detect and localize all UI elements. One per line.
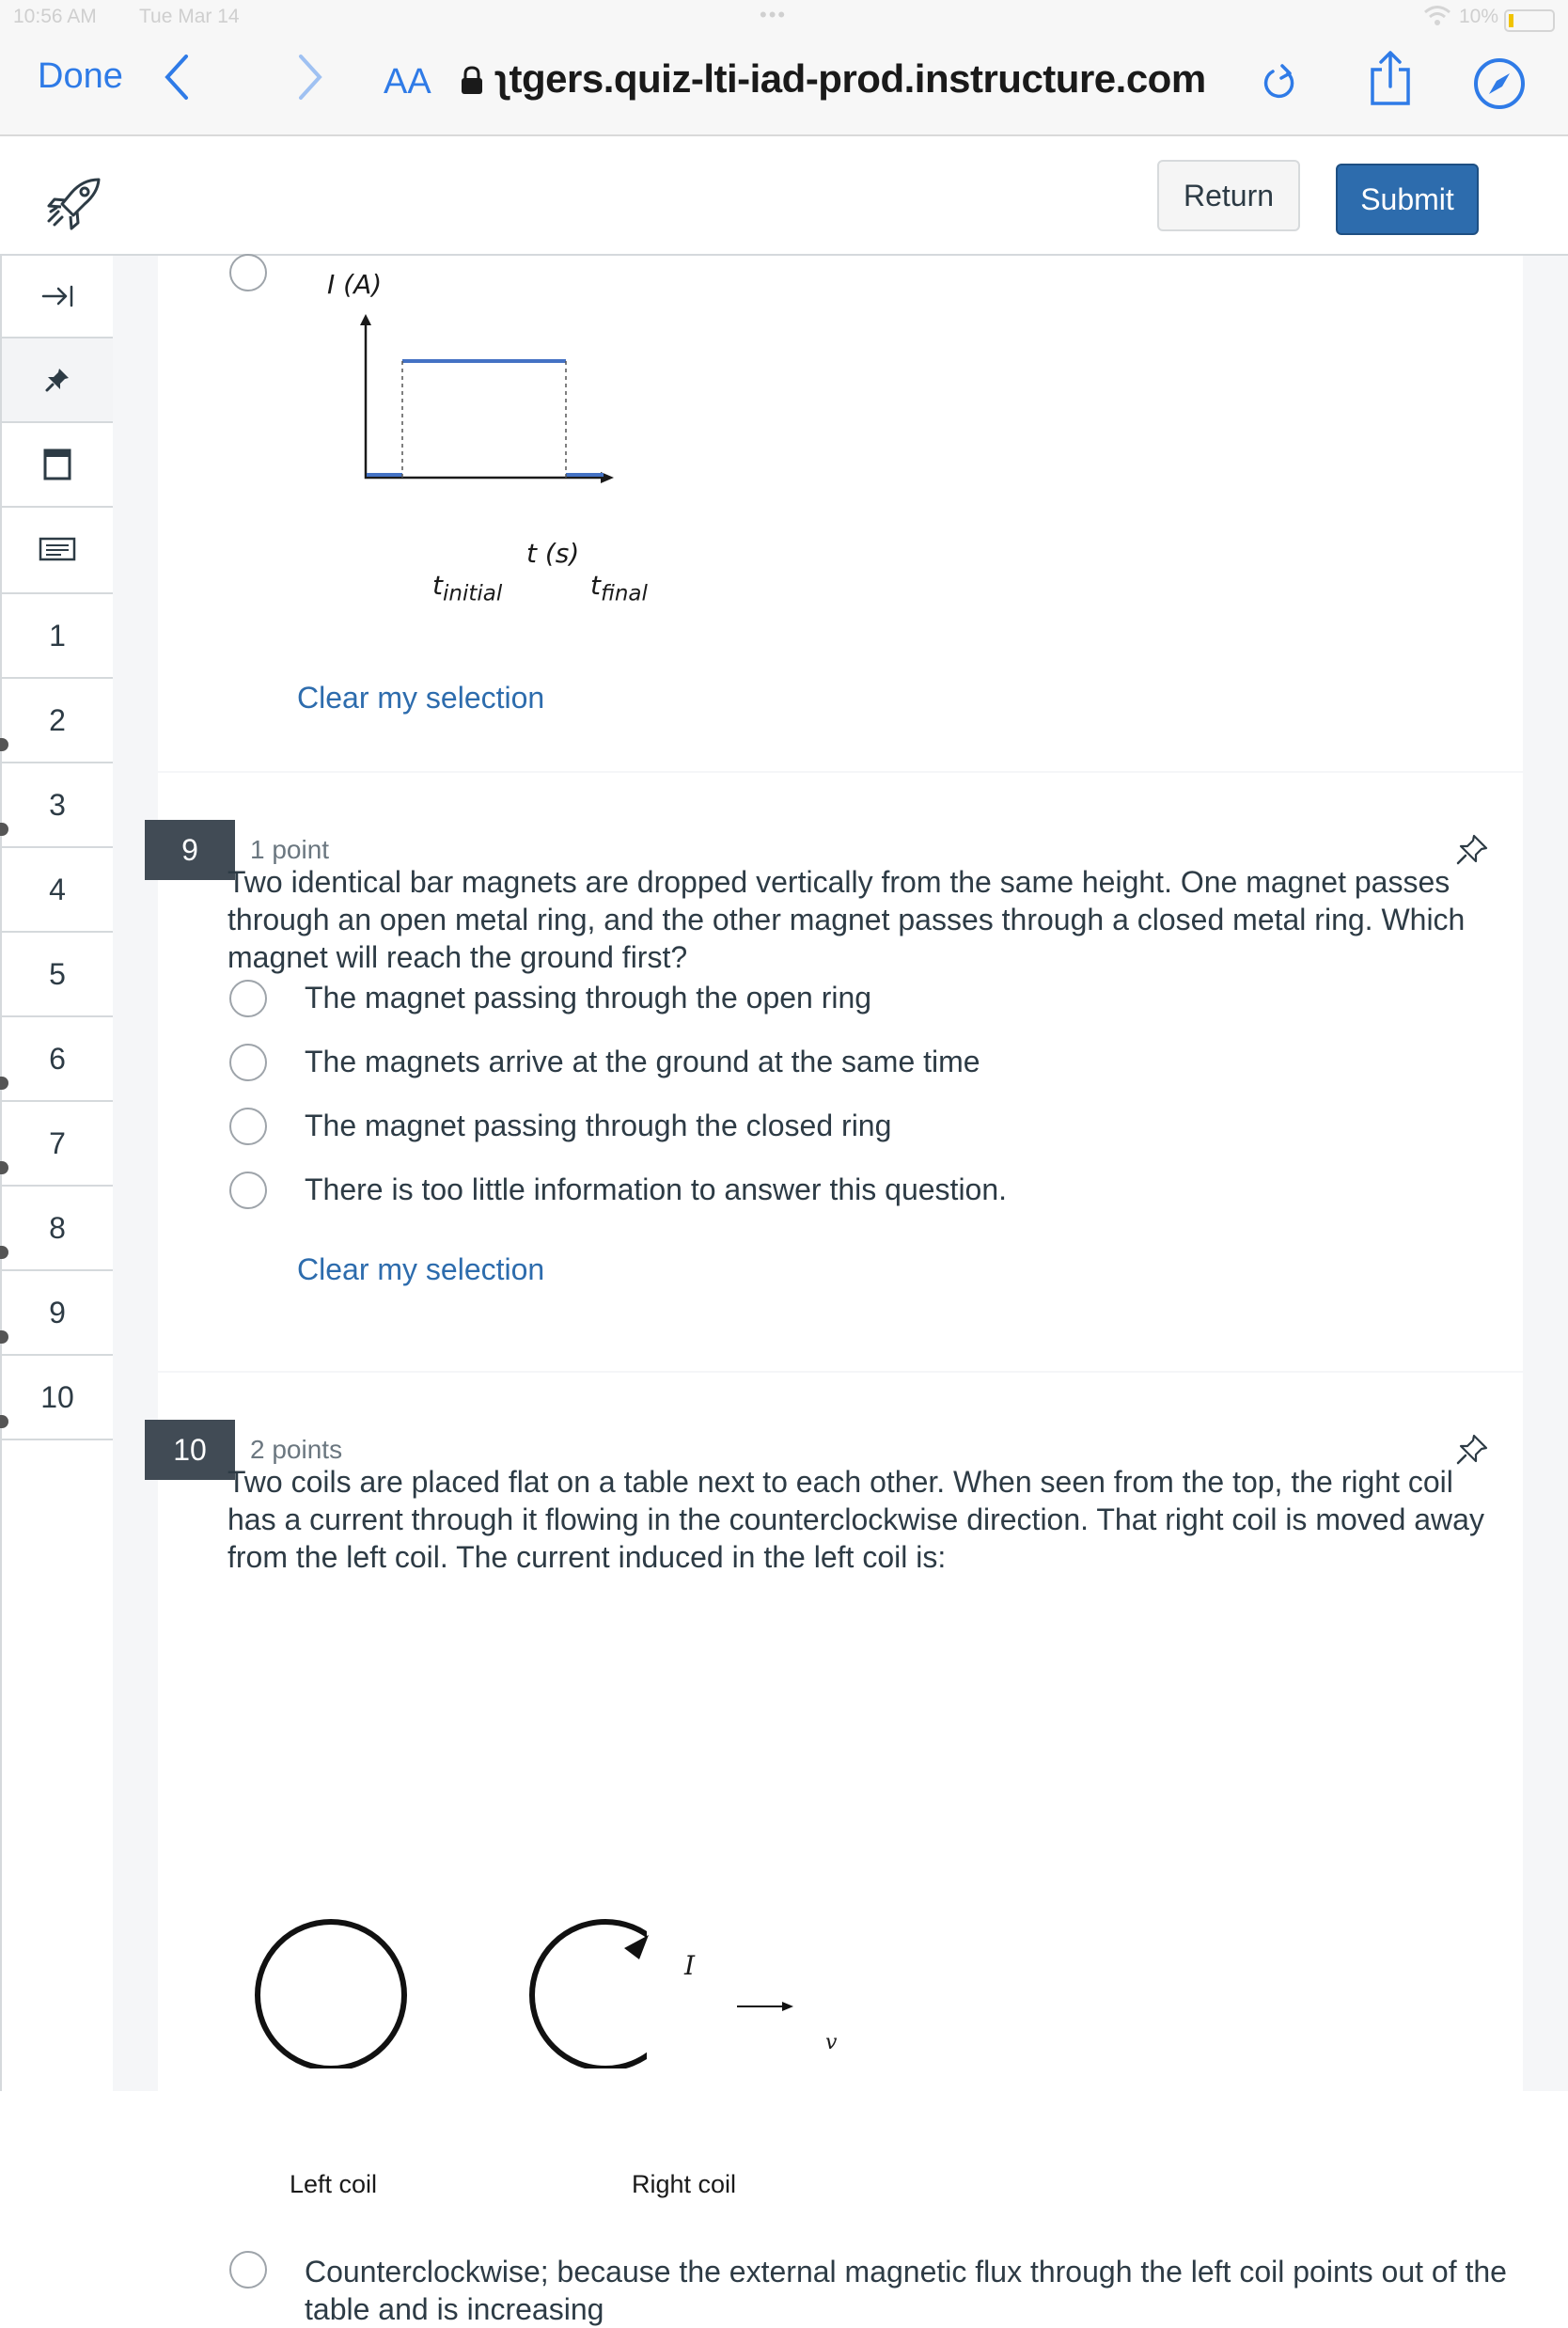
left-coil-shape bbox=[258, 1922, 404, 2068]
calculator-icon bbox=[43, 448, 71, 480]
nav-question-3[interactable]: 3 bbox=[2, 763, 113, 848]
answer-label[interactable]: The magnet passing through the open ring bbox=[305, 981, 872, 1015]
nav-question-1[interactable]: 1 bbox=[2, 594, 113, 679]
status-bar bbox=[0, 0, 1568, 38]
calculator-button[interactable] bbox=[2, 423, 113, 508]
submit-button[interactable]: Submit bbox=[1336, 164, 1479, 235]
status-date: Tue Mar 14 bbox=[139, 6, 240, 27]
nav-question-2[interactable]: 2 bbox=[2, 679, 113, 763]
current-vs-time-graph bbox=[327, 308, 647, 506]
graph-x-label: t (s) bbox=[526, 538, 580, 569]
pin-icon bbox=[44, 367, 71, 393]
return-button[interactable]: Return bbox=[1157, 160, 1300, 231]
answer-radio[interactable] bbox=[229, 1108, 267, 1145]
battery-icon bbox=[1504, 9, 1555, 32]
address-bar-url[interactable]: ʅtgers.quiz-lti-iad-prod.instructure.com bbox=[496, 56, 1206, 101]
browser-toolbar bbox=[0, 38, 1568, 136]
pin-nav-button[interactable] bbox=[2, 338, 113, 423]
flag-question-icon[interactable] bbox=[1455, 833, 1489, 867]
back-chevron-icon[interactable] bbox=[160, 51, 192, 103]
status-time: 10:56 AM bbox=[13, 6, 97, 27]
question-nav-sidebar bbox=[0, 256, 115, 2091]
forward-chevron-icon[interactable] bbox=[295, 51, 327, 103]
t-final-label: $t_{final}$ bbox=[590, 570, 648, 606]
flag-question-icon[interactable] bbox=[1455, 1433, 1489, 1467]
graph-y-label: I (A) bbox=[327, 269, 383, 300]
quiz-header bbox=[0, 136, 1568, 257]
nav-question-6[interactable]: 6 bbox=[2, 1017, 113, 1102]
rocket-icon bbox=[45, 176, 103, 230]
question-number-badge: 10 bbox=[145, 1420, 235, 1480]
share-icon[interactable] bbox=[1365, 49, 1416, 109]
lock-icon bbox=[460, 66, 484, 96]
question-9-card bbox=[158, 773, 1523, 1371]
quiz-content bbox=[113, 256, 1568, 2326]
expand-sidebar-button[interactable] bbox=[2, 256, 113, 338]
multitask-dots-icon[interactable]: ••• bbox=[760, 3, 788, 26]
nav-question-9[interactable]: 9 bbox=[2, 1271, 113, 1356]
nav-question-5[interactable]: 5 bbox=[2, 933, 113, 1017]
done-button[interactable]: Done bbox=[38, 56, 123, 96]
answer-radio[interactable] bbox=[229, 1044, 267, 1081]
compass-icon[interactable] bbox=[1472, 56, 1527, 111]
nav-question-8[interactable]: 8 bbox=[2, 1187, 113, 1271]
notes-button[interactable] bbox=[2, 508, 113, 594]
question-points: 1 point bbox=[250, 835, 330, 864]
t-initial-label: $t_{initial}$ bbox=[432, 570, 503, 606]
answer-label[interactable]: The magnets arrive at the ground at the same time bbox=[305, 1045, 980, 1078]
question-text: Two coils are placed flat on a table next to each other. When seen from the top, the right coil has a current through it flowing in the counterclockwise direction. That right coil is moved away from the left coil. The current induced in the left coil is: bbox=[227, 1465, 1484, 1574]
clear-selection-link[interactable]: Clear my selection bbox=[297, 1252, 545, 1286]
answer-radio[interactable] bbox=[229, 254, 267, 291]
expand-arrow-icon bbox=[41, 285, 73, 307]
answer-radio[interactable] bbox=[229, 980, 267, 1017]
question-number-badge: 9 bbox=[145, 820, 235, 880]
nav-question-10[interactable]: 10 bbox=[2, 1356, 113, 1440]
nav-question-4[interactable]: 4 bbox=[2, 848, 113, 933]
answer-label[interactable]: The magnet passing through the closed ring bbox=[305, 1109, 892, 1142]
question-8-card bbox=[158, 256, 1523, 771]
battery-percent: 10% bbox=[1459, 6, 1499, 27]
current-label: I bbox=[684, 1950, 696, 1981]
answer-radio[interactable] bbox=[229, 2251, 267, 2289]
notes-icon bbox=[39, 537, 76, 563]
nav-question-7[interactable]: 7 bbox=[2, 1102, 113, 1187]
right-coil-annotations bbox=[581, 1899, 825, 2078]
text-size-button[interactable]: AA bbox=[384, 62, 431, 102]
answer-label[interactable]: There is too little information to answer this question. bbox=[305, 1172, 1008, 1206]
question-10-card bbox=[158, 1373, 1523, 2326]
left-coil-label: Left coil bbox=[290, 2170, 378, 2198]
right-coil-label: Right coil bbox=[632, 2170, 737, 2198]
reload-icon[interactable] bbox=[1260, 60, 1301, 105]
question-text: Two identical bar magnets are dropped vertically from the same height. One magnet passes through an open metal ring, and the other magnet passes through a closed metal ring. Which magnet will reach the ground first? bbox=[227, 865, 1466, 974]
answer-radio[interactable] bbox=[229, 1172, 267, 1209]
velocity-label: v bbox=[825, 2031, 838, 2054]
question-points: 2 points bbox=[250, 1435, 343, 1464]
clear-selection-link[interactable]: Clear my selection bbox=[297, 681, 545, 715]
answer-label[interactable]: Counterclockwise; because the external magnetic flux through the left coil points out of the table and is increasing bbox=[305, 2255, 1507, 2326]
wifi-icon bbox=[1423, 4, 1451, 28]
